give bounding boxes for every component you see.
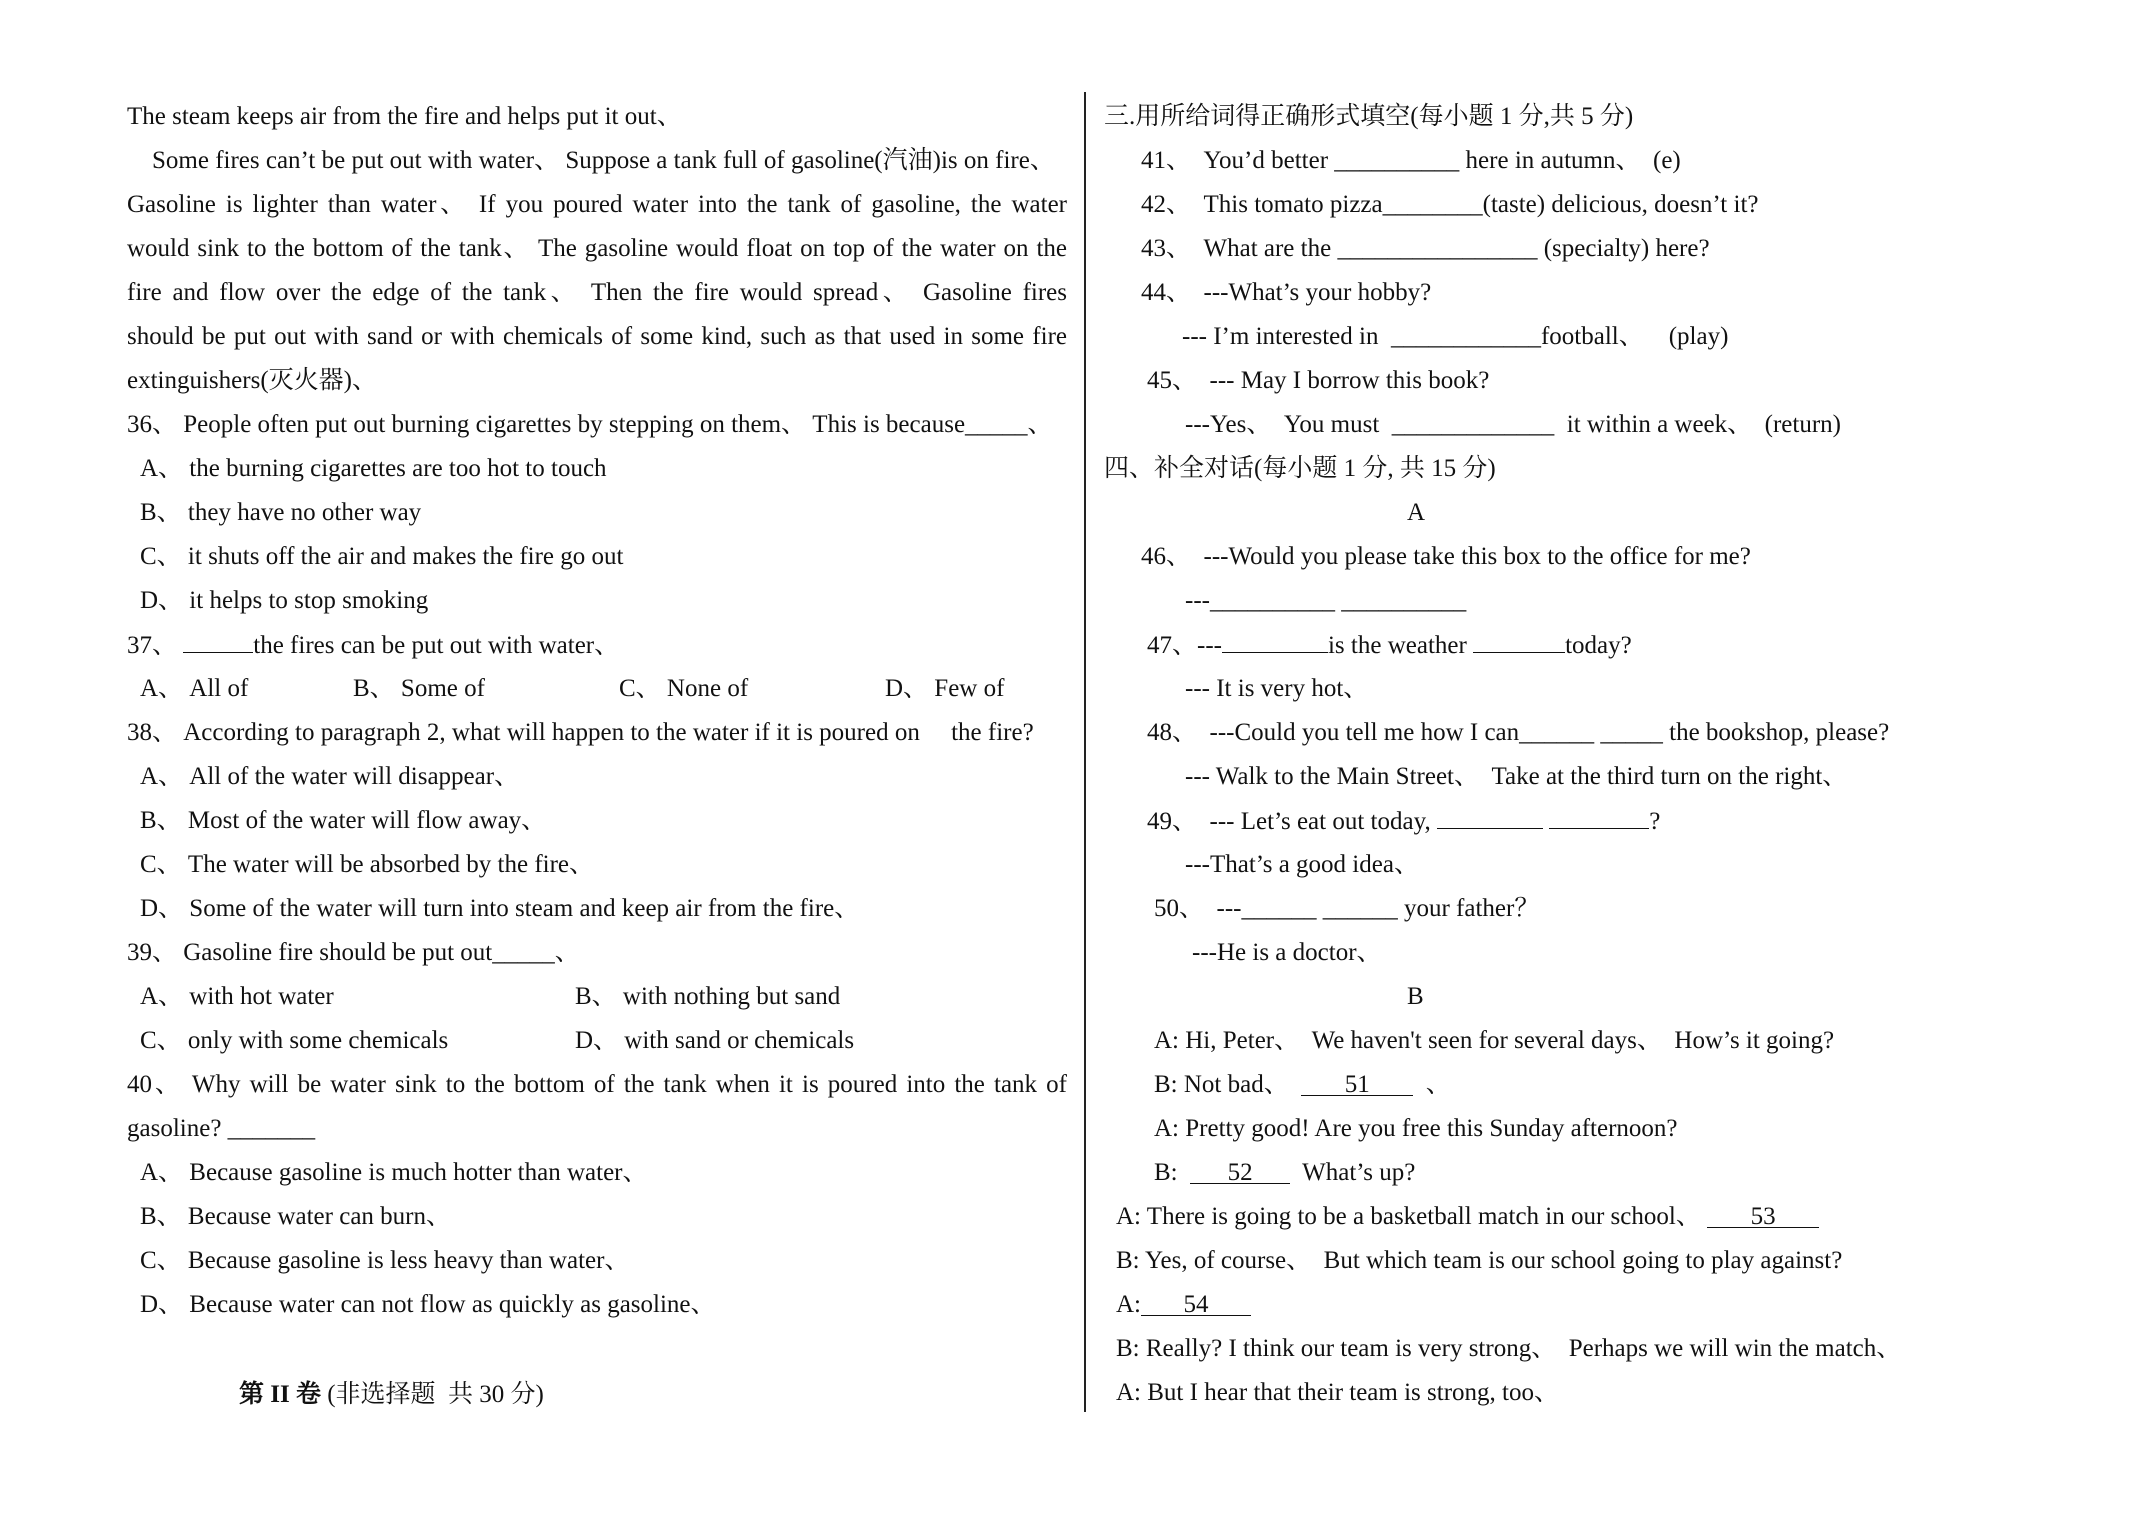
answer-blank-54: 54 — [1141, 1293, 1251, 1316]
part-b-label: B — [1407, 983, 1424, 1010]
question-38-option-a: A、 All of the water will disappear、 — [140, 763, 520, 790]
question-40-option-b: B、 Because water can burn、 — [140, 1203, 451, 1230]
answer-blank — [1473, 630, 1565, 653]
question-36-option-d: D、 it helps to stop smoking — [140, 587, 429, 614]
passage-line: fire and flow over the edge of the tank、 Then the fire would spread、 Gasoline fires — [127, 279, 1067, 306]
question-39-stem: 39、 Gasoline fire should be put out_____、 — [127, 939, 580, 966]
question-37-option-c: C、 None of — [619, 675, 749, 702]
dialog-line: B: Yes, of course、 But which team is our school going to play against? — [1116, 1247, 1843, 1274]
question-36-option-b: B、 they have no other way — [140, 499, 422, 526]
question-36-option-a: A、 the burning cigarettes are too hot to touch — [140, 455, 607, 482]
question-37-stem: 37、 the fires can be put out with water、 — [127, 632, 620, 659]
answer-blank — [1222, 630, 1328, 653]
question-40-option-c: C、 Because gasoline is less heavy than water、 — [140, 1247, 630, 1274]
question-47-response: --- It is very hot、 — [1185, 675, 1369, 702]
question-37-option-b: B、 Some of — [353, 675, 485, 702]
question-49-prompt: 49、 --- Let’s eat out today, ? — [1147, 808, 1661, 835]
question-46-response: ---__________ __________ — [1185, 587, 1467, 614]
answer-blank-52: 52 — [1190, 1161, 1290, 1184]
question-48-response: --- Walk to the Main Street、 Take at the third turn on the right、 — [1185, 763, 1848, 790]
question-48-prompt: 48、 ---Could you tell me how I can______ _____ the bookshop, please? — [1147, 719, 1890, 746]
answer-blank-51: 51 — [1301, 1073, 1413, 1096]
dialog-line: A: There is going to be a basketball match in our school、 53 — [1116, 1202, 1819, 1232]
question-45-response: ---Yes、 You must _____________ it within a week、 (return) — [1185, 411, 1842, 438]
question-41: 41、 You’d better __________ here in autumn、 (e) — [1141, 147, 1681, 174]
question-38-option-b: B、 Most of the water will flow away、 — [140, 807, 547, 834]
question-36-option-c: C、 it shuts off the air and makes the fire go out — [140, 543, 624, 570]
question-50-prompt: 50、 ---______ ______ your father？ — [1154, 895, 1540, 922]
answer-blank — [1549, 806, 1649, 829]
question-50-response: ---He is a doctor、 — [1192, 939, 1382, 966]
question-38-option-c: C、 The water will be absorbed by the fire、 — [140, 851, 595, 878]
section-4-title: 四、补全对话(每小题 1 分, 共 15 分) — [1104, 455, 1496, 482]
part-a-label: A — [1407, 499, 1426, 526]
passage-line: should be put out with sand or with chemicals of some kind, such as that used in some fire — [127, 323, 1067, 350]
question-43: 43、 What are the ________________ (specialty) here? — [1141, 235, 1710, 262]
dialog-line: A: 54 — [1116, 1290, 1251, 1320]
question-45-prompt: 45、 --- May I borrow this book? — [1147, 367, 1490, 394]
passage-line: would sink to the bottom of the tank、 The gasoline would float on top of the water on the — [127, 235, 1067, 262]
dialog-line: A: Pretty good! Are you free this Sunday afternoon? — [1154, 1115, 1678, 1142]
question-42: 42、 This tomato pizza________(taste) delicious, doesn’t it? — [1141, 191, 1759, 218]
question-44-prompt: 44、 ---What’s your hobby? — [1141, 279, 1432, 306]
question-49-response: ---That’s a good idea、 — [1185, 851, 1419, 878]
question-47-prompt: 47、--- is the weather today? — [1147, 632, 1632, 659]
question-46-prompt: 46、 ---Would you please take this box to the office for me? — [1141, 543, 1751, 570]
question-39-option-c: C、 only with some chemicals — [140, 1027, 449, 1054]
question-38-option-d: D、 Some of the water will turn into steam and keep air from the fire、 — [140, 895, 860, 922]
passage-line: extinguishers(灭火器)、 — [127, 367, 377, 394]
passage-line: Some fires can’t be put out with water、 Suppose a tank full of gasoline(汽油)is on fire、 — [152, 147, 1055, 174]
question-37-option-d: D、 Few of — [885, 675, 1005, 702]
question-38-stem: 38、 According to paragraph 2, what will happen to the water if it is poured on the fire? — [127, 719, 1034, 746]
question-36-stem: 36、 People often put out burning cigarettes by stepping on them、 This is because_____、 — [127, 411, 1053, 438]
question-44-response: --- I’m interested in ____________football、 (play) — [1182, 323, 1729, 350]
dialog-line: A: Hi, Peter、 We haven't seen for several days、 How’s it going? — [1154, 1027, 1835, 1054]
answer-blank — [1437, 806, 1543, 829]
question-40-option-d: D、 Because water can not flow as quickly as gasoline、 — [140, 1291, 716, 1318]
column-divider — [1084, 92, 1086, 1412]
dialog-line: B: 52 What’s up? — [1154, 1159, 1416, 1186]
dialog-line: B: Not bad、 51 、 — [1154, 1071, 1451, 1098]
question-40-stem-continued: gasoline? _______ — [127, 1115, 316, 1142]
dialog-line: A: But I hear that their team is strong, too、 — [1116, 1379, 1559, 1406]
question-40-option-a: A、 Because gasoline is much hotter than water、 — [140, 1159, 648, 1186]
answer-blank — [183, 630, 253, 653]
question-39-option-a: A、 with hot water — [140, 983, 334, 1010]
question-39-option-d: D、 with sand or chemicals — [575, 1027, 855, 1054]
section-3-title: 三.用所给词得正确形式填空(每小题 1 分,共 5 分) — [1104, 103, 1634, 130]
question-37-option-a: A、 All of — [140, 675, 249, 702]
section-2-title: 第 II 卷 (非选择题 共 30 分) — [239, 1381, 544, 1408]
passage-line: The steam keeps air from the fire and helps put it out、 — [127, 103, 682, 130]
question-39-option-b: B、 with nothing but sand — [575, 983, 841, 1010]
question-40-stem: 40、 Why will be water sink to the bottom of the tank when it is poured into the tank of — [127, 1071, 1067, 1098]
dialog-line: B: Really? I think our team is very strong、 Perhaps we will win the match、 — [1116, 1335, 1902, 1362]
passage-line: Gasoline is lighter than water、 If you poured water into the tank of gasoline, the water — [127, 191, 1067, 218]
answer-blank-53: 53 — [1707, 1205, 1819, 1228]
